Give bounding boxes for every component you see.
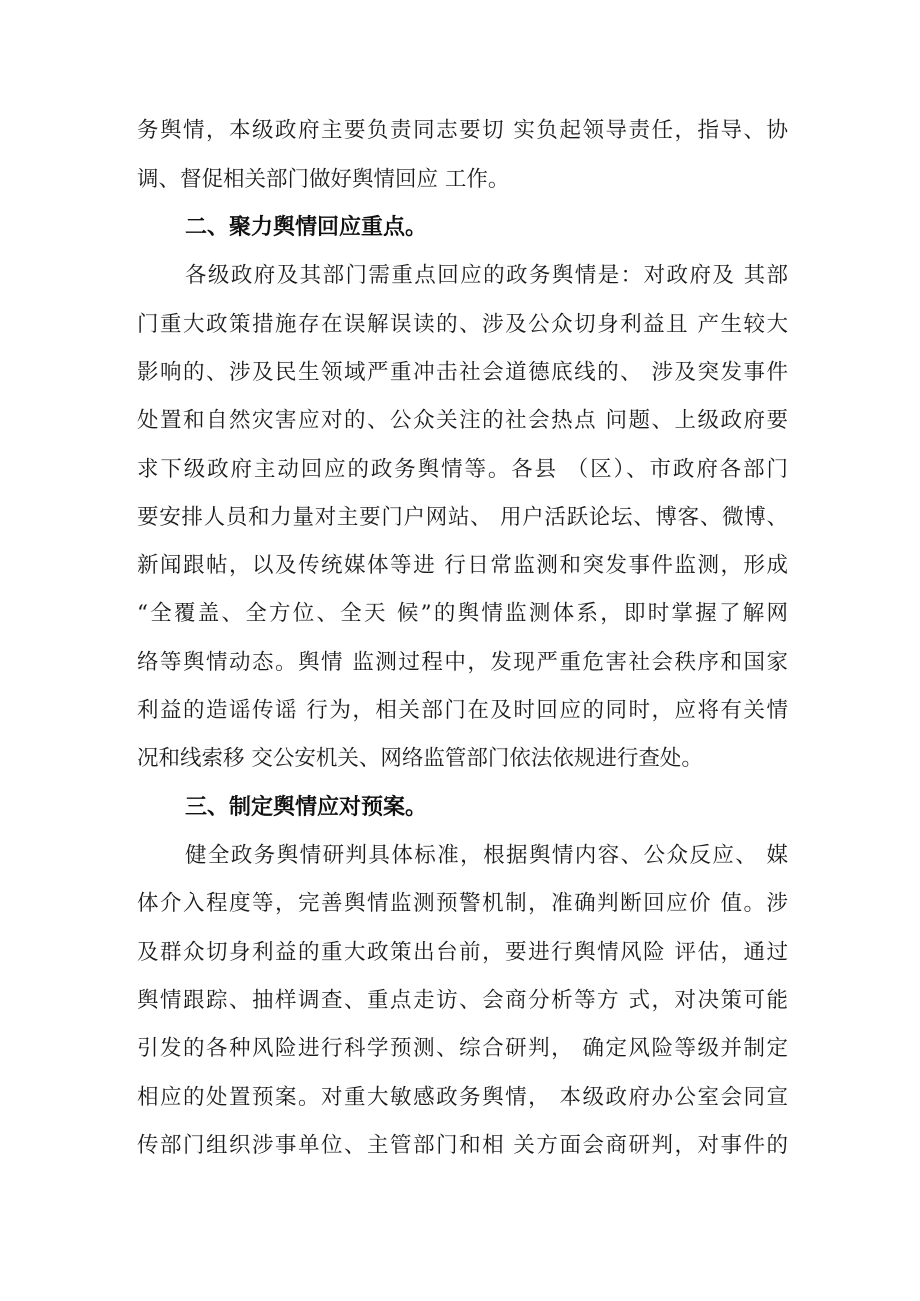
paragraph-1-line-1: 务舆情，本级政府主要负责同志要切 实负起领导责任，指导、协	[137, 118, 788, 143]
section-2-line-5: 求下级政府主动回应的政务舆情等。各县 （区）、市政府各部门	[137, 457, 788, 482]
paragraph-1-line-2: 调、督促相关部门做好舆情回应 工作。	[137, 167, 510, 192]
section-2-line-9: 络等舆情动态。舆情 监测过程中，发现严重危害社会秩序和国家	[137, 650, 788, 675]
section-2-line-8: “全覆盖、全方位、全天 候”的舆情监测体系，即时掌握了解网	[137, 601, 788, 626]
section-2-line-4: 处置和自然灾害应对的、公众关注的社会热点 问题、上级政府要	[137, 408, 788, 433]
section-3-line-5: 引发的各种风险进行科学预测、综合研判， 确定风险等级并制定	[137, 1036, 788, 1061]
section-3-line-3: 及群众切身利益的重大政策出台前，要进行舆情风险 评估，通过	[137, 940, 788, 965]
section-3-line-4: 舆情跟踪、抽样调查、重点走访、会商分析等方 式，对决策可能	[137, 988, 788, 1013]
section-2-line-10: 利益的造谣传谣 行为，相关部门在及时回应的同时，应将有关情	[137, 698, 788, 723]
section-2-line-6: 要安排人员和力量对主要门户网站、 用户活跃论坛、博客、微博、	[137, 505, 788, 530]
section-2-line-3: 影响的、涉及民生领域严重冲击社会道德底线的、 涉及突发事件	[137, 360, 788, 385]
section-2-line-11: 况和线索移 交公安机关、网络监管部门依法依规进行查处。	[137, 746, 703, 771]
section-3-line-1: 健全政务舆情研判具体标准，根据舆情内容、公众反应、 媒	[185, 843, 788, 868]
section-3-line-7: 传部门组织涉事单位、主管部门和相 关方面会商研判，对事件的	[137, 1133, 788, 1158]
section-2-line-1: 各级政府及其部门需重点回应的政务舆情是：对政府及 其部	[185, 263, 788, 288]
section-2-heading: 二、聚力舆情回应重点。	[185, 215, 428, 240]
section-2-line-7: 新闻跟帖，以及传统媒体等进 行日常监测和突发事件监测，形成	[137, 553, 788, 578]
section-3-line-6: 相应的处置预案。对重大敏感政务舆情， 本级政府办公室会同宣	[137, 1085, 788, 1110]
section-2-line-2: 门重大政策措施存在误解误读的、涉及公众切身利益且 产生较大	[137, 312, 788, 337]
section-3-heading: 三、制定舆情应对预案。	[185, 795, 428, 820]
section-3-line-2: 体介入程度等，完善舆情监测预警机制，准确判断回应价 值。涉	[137, 891, 788, 916]
